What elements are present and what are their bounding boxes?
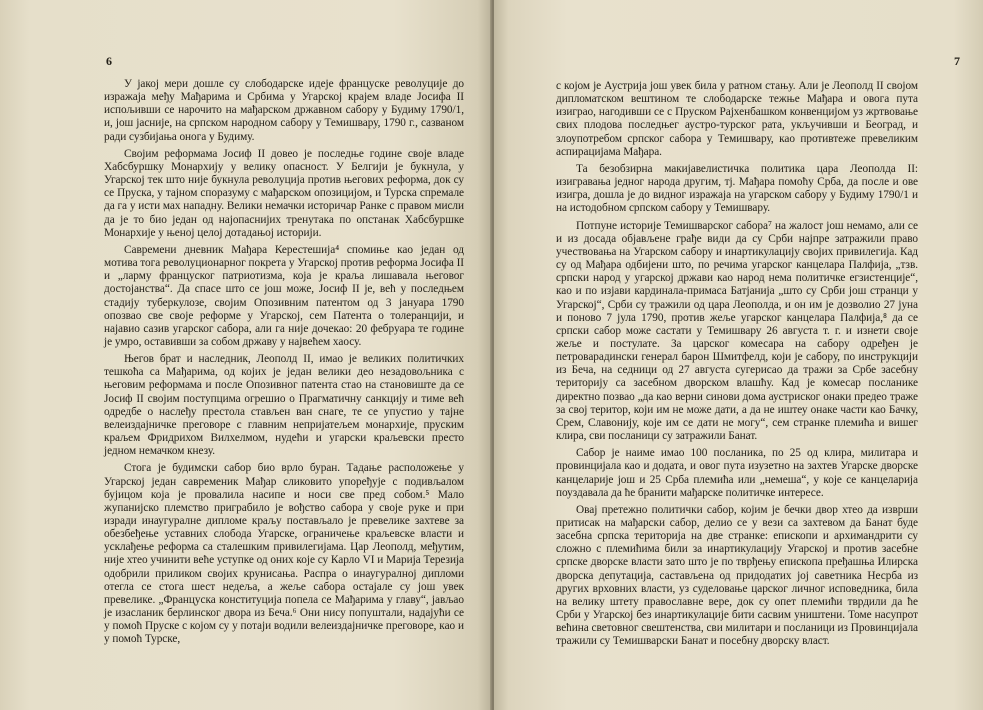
text-column bbox=[104, 78, 464, 647]
paragraph: Савремени дневник Мађара Керестешија⁴ спомиње као један од мотива тога револуционарног покрета у Угарској против реформа Јосифа II и „ларму француског патриотизма, која је краља лишавала његовог достојанства“. Да спасе што се још може, Јосиф II је, већ у последњем стадију туберкулозе, својим Опозивним патентом од 3 јануара 1790 опозвао све своје реформе у Угарској, сем Патента о толеранцији, и најавио сазив угарског сабора, али га није дочекао: 20 фебруара те године је умро, оставивши за собом државу у највећем хаосу. bbox=[104, 243, 464, 348]
page-number: 6 bbox=[106, 54, 112, 68]
paragraph: с којом је Аустрија још увек била у ратном стању. Али је Леополд II својом дипломатском вештином те слободарске тежње Мађара и овога пута изиграо, нагодивши се с Пруском Рајхенбашком конвенцијом уз жртвовање свих плодова последњег аустро-турског рата, укључивши и Београд, и злоупотребом српског сабора у Темишвару, као противтеже превеликим аспирацијама Мађара. bbox=[556, 80, 918, 158]
paragraph: Стога је будимски сабор био врло буран. Тадање расположење у Угарској један савременик Мађар сликовито упоређује с подивљалом бујицом која је провалила насипе и носи све пред собом.⁵ Мало жупанијско племство приграбило је вођство сабора у своје руке и при изради инаугуралне дипломе краљу постављало је превелике захтеве за обезбеђење уставних слобода Угарске, ограничење краљевске власти и усклађење реформа са сталешким привилегијама. Цар Леополд, међутим, није хтео учинити веће уступке од оних које су Карло VI и Марија Терезија одобрили приликом својих крунисања. Распра о инаугуралној дипломи отегла се стога шест недеља, а жеље сабора остајале су још увек превелике. „Француска конституција попела се Мађарима у главу“, јављао је изасланик берлинског двора из Беча.⁶ Они нису попуштали, надајући се у помоћ Пруске с којом су у потаји водили велеиздајничке преговоре, као и у помоћ Турске, bbox=[104, 462, 464, 646]
right-page bbox=[494, 0, 983, 710]
paragraph: Сабор је наиме имао 100 посланика, по 25 од клира, милитара и провинцијала као и додата, и овог пута изузетно на захтев Угарске дворске канцеларије још и 25 Срба племића или „немеша“, у које се канцеларија поуздавала да ће бранити мађарске политичке интересе. bbox=[556, 447, 918, 499]
text-column bbox=[556, 80, 918, 649]
paragraph: Потпуне историје Темишварског сабора⁷ на жалост још немамо, али се и из досада објављене грађе види да су Срби најпре затражили право учествовања на Угарском сабору и инартикулацију својих привилегија. Кад су од Мађара одбијени што, по речима угарског канцелара Палфија, „тзв. српски народ у угарској држави као народ нема политичке егзистенције“, као и по изјави кардинала-примаса Батјанија „што су Срби још странци у Угарској“, Срби су тражили од цара Леополда, и он им је дозволио 27 јуна и поново 7 јула 1790, против жеље угарског канцелара Палфија,⁸ да се српски сабор може састати у Темишвару 26 августа т. г. и изнети своје жеље и постулате. За царског комесара на сабору одређен је петроварадински генерал барон Шмитфелд, који је сабору, по инструкцији из Беча, на седници од 27 августа сугерисао да тражи за Србе засебну територију са засебном дворском влашћу. Кад је комесар посланике директно позвао „да као верни синови дома аустриског онаки предео траже за свој територ, који им не може дати, а да не иштеу онаке части као Бачку, Срем, Славонију, које им се дати не могу“, сем странке племића и вишег клира, сви посланици су затражили Банат. bbox=[556, 219, 918, 443]
paragraph: Та безобзирна макијавелистичка политика цара Леополда II: изигравања једног народа другим, тј. Мађара помоћу Срба, да после и ове изигра, дошла је до видног изражаја на угарском сабору у Будиму 1790/1 и на истодобном српском сабору у Темишвару. bbox=[556, 162, 918, 215]
paragraph: Својим реформама Јосиф II довео је последње године своје владе Хабсбуршку Монархију у велику опасност. У Белгији је букнула, у Угарској тек што није букнула револуција против његових реформа, док су се Пруска, у тајном споразуму с мађарском опозицијом, и Турска спремале да га у исти мах нападну. Велики немачки историчар Ранке с правом мисли да је то био један од најопаснијих тренутака по опстанак Хабсбуршке Монархије у њеној целој дотадањој историји. bbox=[104, 147, 464, 239]
page-number: 7 bbox=[954, 54, 960, 68]
paragraph: Његов брат и наследник, Леополд II, имао је великих политичких тешкоћа са Мађарима, од којих је један велики део незадовољника с његовим реформама и после Опозивног патента стао на становиште да се Јосиф II својим поступцима огрешио о Прагматичну санкцију и тиме већ одредбе о наслеђу престола стављен ван снаге, те се упустио у тајне велеиздајничке преговоре с главним непријатељем монархије, пруским краљем Фридрихом Вилхелмом, нудећи и угарски краљевски престо једном немачком кнезу. bbox=[104, 353, 464, 458]
paragraph: У јакој мери дошле су слободарске идеје француске револуције до изражаја међу Мађарима и Србима у Угарској крајем владе Јосифа II испољивши се нарочито на мађарском државном сабору у Будиму 1790/1, и, још јасније, на српском народном сабору у Темишвару, 1790 г., сазваном ради сузбијања онога у Будиму. bbox=[104, 78, 464, 143]
paragraph: Овај претежно политички сабор, којим је бечки двор хтео да изврши притисак на мађарски сабор, делио се у вези са захтевом да Банат буде засебна српска територија на две странке: епископи и архимандрити су сложно с племићима били за инартикулацију Угарској и против засебне српске дворске власти зато што је по тврђењу епископа пређашња Илирска дворска депутација, састављена од придодатих јој саветника Несрба из других врховних власти, уз суделовање царског личног исповедника, била на велику штету православне вере, док су опет племићи тврдили да ће Срби у Угарској без инартикулације бити сасвим уништени. Томе насупрот већина световног свештенства, сви милитари и посланици из Провинцијала тражили су Темишварски Банат и посебну дворску власт. bbox=[556, 503, 918, 648]
